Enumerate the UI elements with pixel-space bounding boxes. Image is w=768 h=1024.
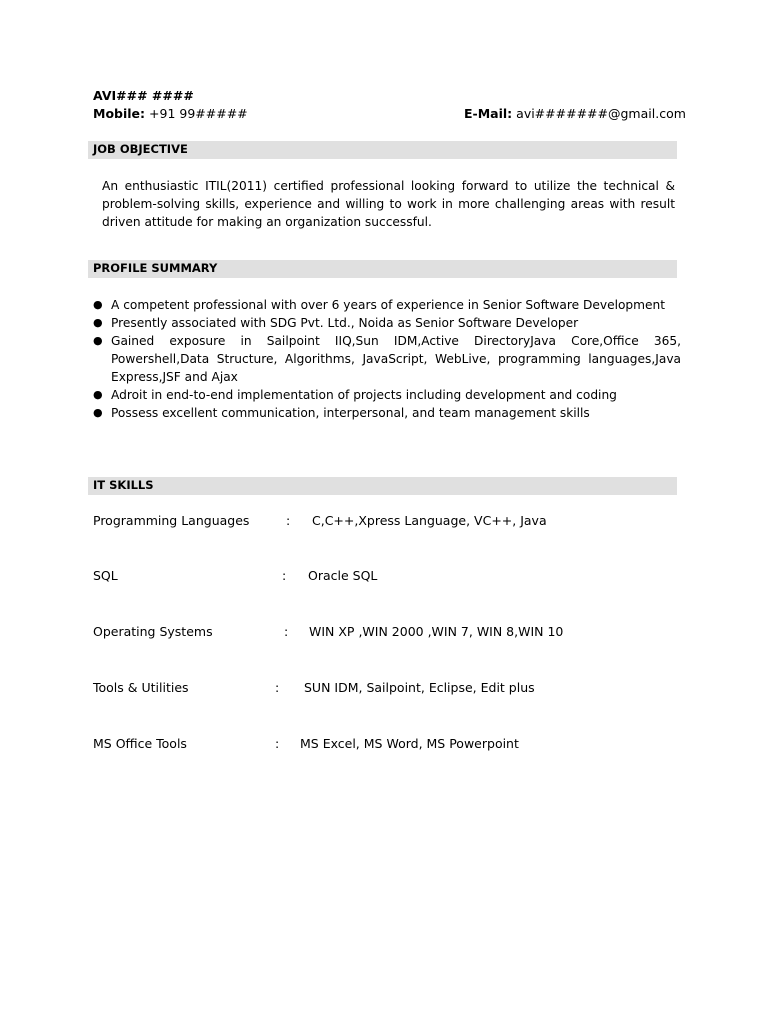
job-objective-text: An enthusiastic ITIL(2011) certified professional looking forward to utilize the technical & problem-solving skills, experience and willing to work in more challenging areas with result driven attitude for making an organization successful. (102, 179, 675, 229)
skill-label: Tools & Utilities (93, 680, 189, 695)
email-label: E-Mail: (464, 106, 513, 121)
list-item (93, 404, 681, 422)
profile-summary-heading-bar (88, 260, 677, 278)
summary-text: Adroit in end-to-end implementation of projects including development and coding (111, 388, 617, 402)
skill-label: Operating Systems (93, 624, 213, 639)
job-objective-heading-bar (88, 141, 677, 159)
skill-row-programming-languages (93, 513, 677, 531)
list-item (93, 296, 681, 314)
list-item (93, 386, 681, 404)
summary-text: A competent professional with over 6 years of experience in Senior Software Development (111, 298, 666, 312)
skill-colon: : (275, 680, 280, 695)
summary-text: Possess excellent communication, interpersonal, and team management skills (111, 406, 590, 420)
profile-summary-list (93, 296, 681, 422)
skill-value: WIN XP ,WIN 2000 ,WIN 7, WIN 8,WIN 10 (309, 624, 564, 639)
skill-label: Programming Languages (93, 513, 250, 528)
mobile-value: +91 99##### (149, 106, 248, 121)
skill-row-sql (93, 568, 677, 586)
skill-colon: : (284, 624, 289, 639)
skill-value: SUN IDM, Sailpoint, Eclipse, Edit plus (304, 680, 535, 695)
list-item (93, 314, 681, 332)
bullet-icon: ● (93, 298, 103, 311)
skill-label: MS Office Tools (93, 736, 187, 751)
skill-value: Oracle SQL (308, 568, 378, 583)
skill-row-operating-systems (93, 624, 677, 642)
skill-colon: : (286, 513, 291, 528)
profile-summary-title: PROFILE SUMMARY (93, 261, 218, 275)
skill-row-tools-utilities (93, 680, 677, 698)
email-contact (464, 106, 686, 121)
summary-text: Presently associated with SDG Pvt. Ltd., Noida as Senior Software Developer (111, 316, 579, 330)
it-skills-heading-bar (88, 477, 677, 495)
mobile-label: Mobile: (93, 106, 146, 121)
candidate-name: AVI### #### (93, 88, 194, 103)
email-value: avi#######@gmail.com (516, 106, 686, 121)
bullet-icon: ● (93, 406, 103, 419)
mobile-contact (93, 106, 248, 121)
it-skills-title: IT SKILLS (93, 478, 154, 492)
contact-row (93, 106, 686, 124)
list-item (93, 332, 681, 386)
skill-label: SQL (93, 568, 118, 583)
summary-text: Gained exposure in Sailpoint IIQ,Sun IDM,Active DirectoryJava Core,Office 365, Powershell,Data Structure, Algorithms, JavaScript, WebLive, programming languages,Java Express,JSF and Ajax (111, 334, 681, 384)
skill-colon: : (275, 736, 280, 751)
skill-row-ms-office-tools (93, 736, 677, 754)
bullet-icon: ● (93, 316, 103, 329)
skill-value: C,C++,Xpress Language, VC++, Java (312, 513, 547, 528)
skill-colon: : (282, 568, 287, 583)
bullet-icon: ● (93, 388, 103, 401)
job-objective-title: JOB OBJECTIVE (93, 142, 188, 156)
skill-value: MS Excel, MS Word, MS Powerpoint (300, 736, 519, 751)
bullet-icon: ● (93, 334, 103, 347)
